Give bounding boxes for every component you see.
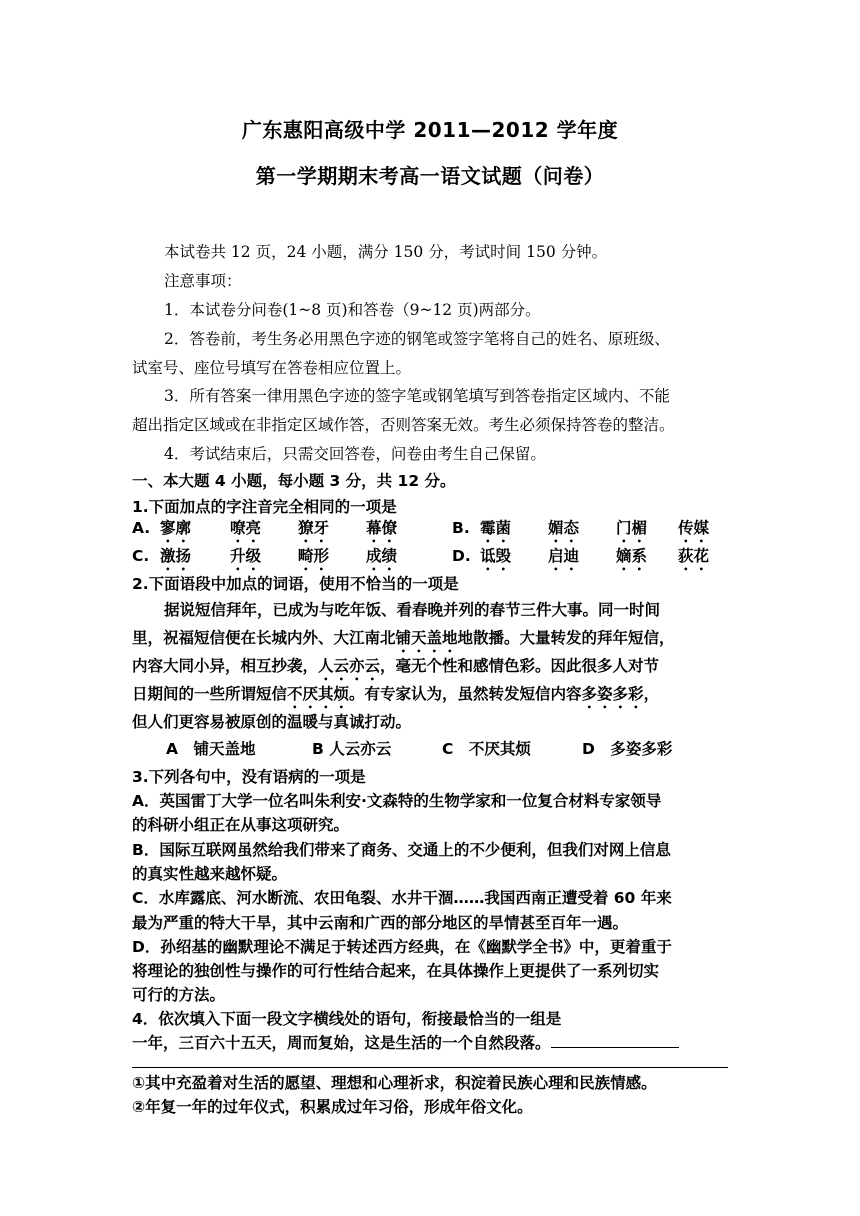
notice-item-2-line1: 2．答卷前，考生务必用黑色字迹的钢笔或签字笔将自己的姓名、原班级、 xyxy=(164,330,670,348)
q1-word: 激扬 xyxy=(160,547,192,565)
q3-option-d-line1: D．孙绍基的幽默理论不满足于转述西方经典，在《幽默学全书》中，更着重于 xyxy=(132,938,672,956)
q2-text: 日期间的一些所谓短信 xyxy=(132,685,288,703)
q1-option-c-label: C. xyxy=(132,547,150,565)
q2-dotted-word: 多姿多彩 xyxy=(581,685,644,703)
notice-item-1: 1．本试卷分问卷(1~8 页)和答卷（9~12 页)两部分。 xyxy=(164,301,541,319)
q1-word: 成绩 xyxy=(366,547,398,565)
q1-word: 霉菌 xyxy=(480,519,512,537)
notice-item-4: 4．考试结束后，只需交回答卷，问卷由考生自己保留。 xyxy=(164,445,546,463)
q2-passage-line1: 据说短信拜年，已成为与吃年饭、看春晚并列的春节三件大事。同一时间 xyxy=(164,601,661,619)
q2-text: 。有专家认为，虽然转发短信内容 xyxy=(349,685,582,703)
exam-title-line1: 广东惠阳高级中学 2011—2012 学年度 xyxy=(241,118,619,142)
q4-stem: 4．依次填入下面一段文字横线处的语句，衔接最恰当的一组是 xyxy=(132,1010,562,1028)
q4-lead-line xyxy=(132,1029,742,1057)
q2-text: 内容大同小异，相互抄袭， xyxy=(132,657,319,675)
q1-word: 獠牙 xyxy=(298,519,330,537)
q4-sentence-1: ①其中充盈着对生活的愿望、理想和心理祈求，积淀着民族心理和民族情感。 xyxy=(132,1074,657,1092)
q1-word: 传媒 xyxy=(678,519,710,537)
q3-option-d-line2: 将理论的独创性与操作的可行性结合起来，在具体操作上更提供了一系列切实 xyxy=(132,962,660,980)
q3-option-d-line3: 可行的方法。 xyxy=(132,986,226,1004)
q2-option-d: D 多姿多彩 xyxy=(582,740,673,758)
q1-option-a-label: A. xyxy=(132,519,151,537)
q3-option-c-line2: 最为严重的特大干旱，其中云南和广西的部分地区的旱情甚至百年一遇。 xyxy=(132,914,629,932)
q1-word: 媚态 xyxy=(548,519,580,537)
q2-option-b: B 人云亦云 xyxy=(312,740,392,758)
q3-option-a-line2: 的科研小组正在从事这项研究。 xyxy=(132,816,350,834)
q2-options xyxy=(166,735,672,763)
q1-word: 升级 xyxy=(230,547,262,565)
notice-item-3-line2: 超出指定区域或在非指定区域作答，否则答案无效。考生必须保持答卷的整洁。 xyxy=(132,416,675,434)
q2-option-c: C 不厌其烦 xyxy=(442,740,531,758)
q2-text: ， xyxy=(643,685,660,703)
exam-summary: 本试卷共 12 页，24 小题，满分 150 分，考试时间 150 分钟。 xyxy=(164,243,608,261)
q3-option-a-line1: A．英国雷丁大学一位名叫朱利安·文森特的生物学家和一位复合材料专家领导 xyxy=(132,792,662,810)
q1-word: 门楣 xyxy=(616,519,648,537)
q1-stem: 1.下面加点的字注音完全相同的一项是 xyxy=(132,498,397,516)
q1-word: 启迪 xyxy=(548,547,580,565)
q1-word: 幕僚 xyxy=(366,519,398,537)
q2-dotted-word: 铺天盖地 xyxy=(395,629,458,647)
q2-text: 地散播。大量转发的拜年短信， xyxy=(457,629,675,647)
q2-text: ，毫无个性和感情色彩。因此很多人对节 xyxy=(380,657,660,675)
q1-option-d-label: D. xyxy=(452,547,471,565)
q2-text: 里，祝福短信便在长城内外、大江南北 xyxy=(132,629,396,647)
q4-answer-line xyxy=(132,1067,728,1068)
q1-word: 寥廓 xyxy=(160,519,192,537)
exam-title-line2: 第一学期期末考高一语文试题（问卷） xyxy=(255,164,605,188)
q1-word: 畸形 xyxy=(298,547,330,565)
q1-word: 嫡系 xyxy=(616,547,648,565)
q4-lead-text: 一年，三百六十五天，周而复始，这是生活的一个自然段落。 xyxy=(132,1034,551,1052)
q4-answer-blank xyxy=(551,1029,679,1048)
q1-word: 嘹亮 xyxy=(230,519,262,537)
q1-word: 诋毁 xyxy=(480,547,512,565)
notice-label: 注意事项： xyxy=(164,272,242,290)
q2-passage-line5: 但人们更容易被原创的温暖与真诚打动。 xyxy=(132,713,412,731)
q3-option-b-line2: 的真实性越来越怀疑。 xyxy=(132,865,288,883)
notice-item-3-line1: 3．所有答案一律用黑色字迹的签字笔或钢笔填写到答卷指定区域内、不能 xyxy=(164,387,670,405)
section1-heading: 一、本大题 4 小题，每小题 3 分，共 12 分。 xyxy=(132,472,456,490)
q2-dotted-word: 人云亦云 xyxy=(318,657,381,675)
q4-sentence-2: ②年复一年的过年仪式，积累成过年习俗，形成年俗文化。 xyxy=(132,1098,533,1116)
q3-option-c-line1: C．水库露底、河水断流、农田龟裂、水井干涸……我国西南正遭受着 60 年来 xyxy=(132,889,672,907)
q3-option-b-line1: B．国际互联网虽然给我们带来了商务、交通上的不少便利，但我们对网上信息 xyxy=(132,841,671,859)
q1-word: 荻花 xyxy=(678,547,710,565)
q3-stem: 3.下列各句中，没有语病的一项是 xyxy=(132,768,366,786)
q2-option-a: A 铺天盖地 xyxy=(166,740,256,758)
q2-dotted-word: 不厌其烦 xyxy=(287,685,350,703)
q1-option-b-label: B. xyxy=(452,519,470,537)
q2-stem: 2.下面语段中加点的词语，使用不恰当的一项是 xyxy=(132,575,459,593)
notice-item-2-line2: 试室号、座位号填写在答卷相应位置上。 xyxy=(132,359,412,377)
